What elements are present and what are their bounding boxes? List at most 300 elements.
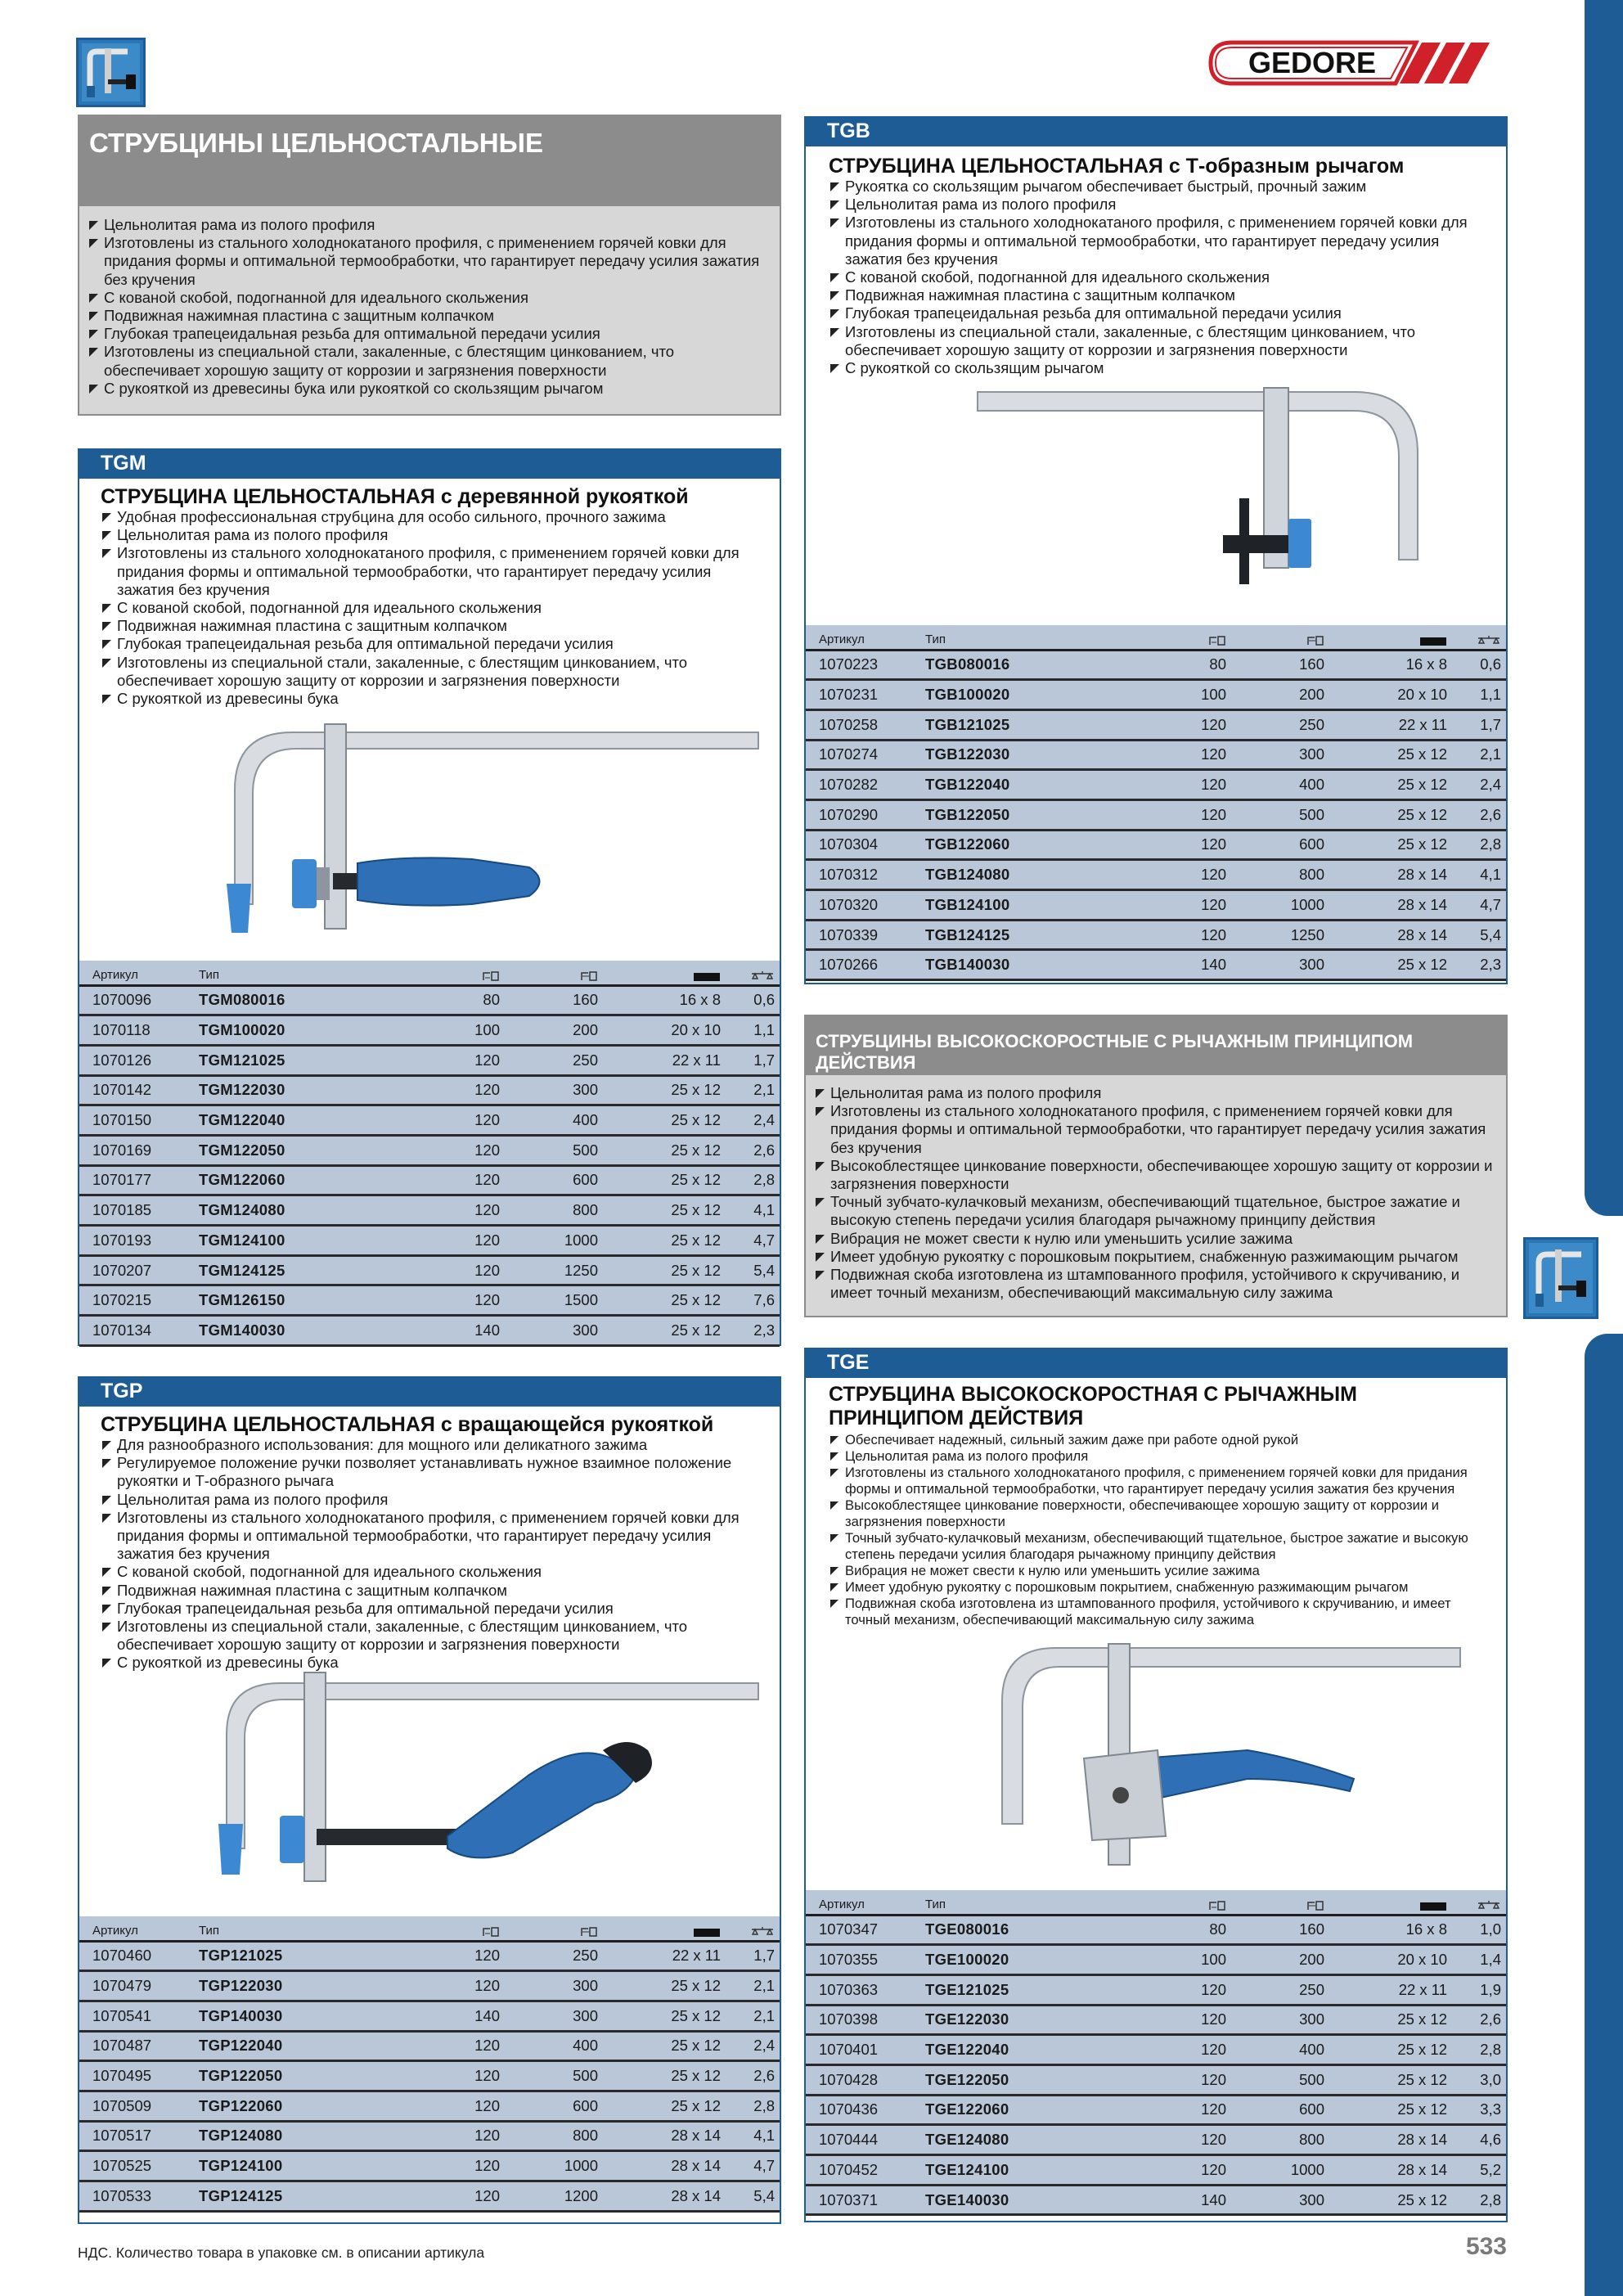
span-cell: 400 xyxy=(505,1105,603,1136)
table-row xyxy=(79,2031,780,2061)
throat-depth-cell: 80 xyxy=(382,985,505,1015)
weight-cell: 2,8 xyxy=(1452,2035,1506,2065)
span-cell: 800 xyxy=(1231,860,1329,890)
bar-section-cell: 28 x 14 xyxy=(603,2121,726,2151)
table-row xyxy=(806,950,1506,980)
throat-depth-icon xyxy=(1208,1900,1226,1911)
throat-depth-cell: 120 xyxy=(1108,2155,1231,2186)
tgb-section xyxy=(804,146,1508,984)
bullet-item: Цельнолитая рама из полого профиля xyxy=(829,1448,1499,1465)
throat-depth-cell: 140 xyxy=(1108,2185,1231,2215)
tgm-spec-table xyxy=(79,961,780,1347)
throat-depth-cell: 120 xyxy=(382,1255,505,1285)
throat-depth-cell: 120 xyxy=(382,1045,505,1075)
bar-section-cell: 25 x 12 xyxy=(1329,2064,1452,2095)
bar-section-cell: 20 x 10 xyxy=(1329,680,1452,710)
weight-cell: 4,7 xyxy=(726,1226,780,1256)
table-row xyxy=(79,1135,780,1165)
bar-section-cell: 25 x 12 xyxy=(603,1105,726,1136)
article-cell: 1070134 xyxy=(79,1316,194,1346)
article-cell: 1070290 xyxy=(806,799,920,830)
type-cell: TGM124125 xyxy=(194,1255,382,1285)
table-row xyxy=(806,2125,1506,2155)
bar-section-cell: 16 x 8 xyxy=(1329,1915,1452,1945)
article-cell: 1070363 xyxy=(806,1974,920,2005)
type-cell: TGM122050 xyxy=(194,1135,382,1165)
bullet-item: С рукояткой из древесины бука или рукояткой со скользящим рычагом xyxy=(88,380,768,398)
weight-cell: 2,8 xyxy=(1452,2185,1506,2215)
bar-section-cell: 28 x 14 xyxy=(1329,920,1452,950)
article-cell: 1070495 xyxy=(79,2061,194,2091)
bullet-item: Высокоблестящее цинкование поверхности, обеспечивающее хорошую защиту от коррозии и загрязнения поверхности xyxy=(814,1157,1495,1193)
article-cell: 1070436 xyxy=(806,2095,920,2125)
bullet-item: Цельнолитая рама из полого профиля xyxy=(829,196,1499,214)
throat-depth-cell: 120 xyxy=(382,1195,505,1226)
article-cell: 1070460 xyxy=(79,1941,194,1971)
table-row xyxy=(79,1971,780,2001)
span-cell: 200 xyxy=(1231,1945,1329,1975)
article-cell: 1070371 xyxy=(806,2185,920,2215)
tge-spec-table xyxy=(806,1890,1506,2216)
throat-depth-cell: 120 xyxy=(1108,2035,1231,2065)
gedore-logo xyxy=(1207,38,1502,88)
throat-depth-cell: 120 xyxy=(1108,2095,1231,2125)
bar-section-icon xyxy=(1419,637,1447,646)
weight-cell: 2,4 xyxy=(1452,770,1506,800)
table-row xyxy=(806,830,1506,860)
type-cell: TGB124125 xyxy=(920,920,1108,950)
type-cell: TGE122060 xyxy=(920,2095,1108,2125)
page-number: 533 xyxy=(1465,2233,1507,2260)
bar-section-cell: 25 x 12 xyxy=(603,2001,726,2031)
bullet-item: Изготовлены из специальной стали, закаленные, с блестящим цинкованием, что обеспечивает хорошую защиту от коррозии и загрязнения поверхности xyxy=(101,1618,771,1654)
throat-depth-cell: 120 xyxy=(382,1941,505,1971)
type-cell: TGE122030 xyxy=(920,2005,1108,2035)
article-cell: 1070517 xyxy=(79,2121,194,2151)
weight-cell: 2,1 xyxy=(726,1075,780,1105)
throat-depth-cell: 120 xyxy=(382,1075,505,1105)
tgb-product-image xyxy=(969,380,1460,584)
article-cell: 1070428 xyxy=(806,2064,920,2095)
col-header-article: Артикул xyxy=(92,1923,138,1938)
type-cell: TGM121025 xyxy=(194,1045,382,1075)
weight-cell: 1,4 xyxy=(1452,1945,1506,1975)
article-cell: 1070355 xyxy=(806,1945,920,1975)
weight-cell: 4,1 xyxy=(726,1195,780,1226)
article-cell: 1070150 xyxy=(79,1105,194,1136)
bullet-item: Подвижная нажимная пластина с защитным колпачком xyxy=(101,1582,771,1600)
type-cell: TGB122030 xyxy=(920,740,1108,770)
type-cell: TGP121025 xyxy=(194,1941,382,1971)
table-row xyxy=(79,1316,780,1346)
type-cell: TGM140030 xyxy=(194,1316,382,1346)
article-cell: 1070452 xyxy=(806,2155,920,2186)
weight-cell: 2,1 xyxy=(1452,740,1506,770)
bullet-item: Изготовлены из стального холоднокатаного профиля, с применением горячей ковки для придания формы и оптимальной термообработки, что гарантирует передачу усилия зажатия без кручения xyxy=(814,1102,1495,1157)
throat-depth-cell: 120 xyxy=(382,1971,505,2001)
table-row xyxy=(806,2064,1506,2095)
bullet-item: Изготовлены из стального холоднокатаного профиля, с применением горячей ковки для придания формы и оптимальной термообработки, что гарантирует передачу усилия зажатия без кручения xyxy=(101,1509,771,1564)
weight-cell: 1,7 xyxy=(726,1941,780,1971)
weight-cell: 4,1 xyxy=(1452,860,1506,890)
type-cell: TGB080016 xyxy=(920,650,1108,680)
weight-icon xyxy=(1477,1900,1501,1911)
weight-cell: 2,8 xyxy=(726,2091,780,2121)
article-cell: 1070118 xyxy=(79,1015,194,1046)
bar-section-cell: 25 x 12 xyxy=(1329,2095,1452,2125)
bar-section-cell: 22 x 11 xyxy=(1329,1974,1452,2005)
bar-section-cell: 28 x 14 xyxy=(1329,2125,1452,2155)
bullet-item: Подвижная нажимная пластина с защитным колпачком xyxy=(829,286,1499,304)
span-cell: 300 xyxy=(1231,2185,1329,2215)
article-cell: 1070312 xyxy=(806,860,920,890)
type-cell: TGB121025 xyxy=(920,709,1108,740)
table-row xyxy=(806,2035,1506,2065)
table-row xyxy=(806,680,1506,710)
throat-depth-cell: 80 xyxy=(1108,650,1231,680)
tgp-code-bar xyxy=(78,1376,781,1407)
svg-text:GEDORE: GEDORE xyxy=(1248,46,1377,79)
article-cell: 1070509 xyxy=(79,2091,194,2121)
throat-depth-cell: 120 xyxy=(1108,709,1231,740)
span-cell: 1000 xyxy=(505,1226,603,1256)
span-cell: 200 xyxy=(1231,680,1329,710)
span-cell: 600 xyxy=(1231,2095,1329,2125)
throat-depth-cell: 120 xyxy=(382,2091,505,2121)
bar-section-cell: 25 x 12 xyxy=(1329,950,1452,980)
bar-section-cell: 25 x 12 xyxy=(603,1195,726,1226)
span-cell: 300 xyxy=(505,1316,603,1346)
bullet-item: Подвижная нажимная пластина с защитным колпачком xyxy=(101,617,771,635)
bullet-item: Обеспечивает надежный, сильный зажим даже при работе одной рукой xyxy=(829,1432,1499,1448)
span-cell: 800 xyxy=(505,1195,603,1226)
type-cell: TGE122040 xyxy=(920,2035,1108,2065)
bar-section-cell: 25 x 12 xyxy=(1329,770,1452,800)
weight-cell: 5,4 xyxy=(1452,920,1506,950)
type-cell: TGE122050 xyxy=(920,2064,1108,2095)
bar-section-cell: 25 x 12 xyxy=(603,1135,726,1165)
weight-cell: 0,6 xyxy=(1452,650,1506,680)
bullet-item: Точный зубчато-кулачковый механизм, обеспечивающий тщательное, быстрое зажатие и высокую степень передачи усилия благодаря рычажному принципу действия xyxy=(829,1530,1499,1563)
span-cell: 300 xyxy=(505,1075,603,1105)
tgb-bullet-list xyxy=(829,178,1499,377)
bullet-item: Глубокая трапецеидальная резьба для оптимальной передачи усилия xyxy=(88,325,768,343)
weight-cell: 7,6 xyxy=(726,1285,780,1316)
type-cell: TGM124080 xyxy=(194,1195,382,1226)
span-cell: 160 xyxy=(1231,650,1329,680)
throat-depth-cell: 120 xyxy=(382,1135,505,1165)
col-header-article: Артикул xyxy=(819,632,865,646)
bullet-item: Имеет удобную рукоятку с порошковым покрытием, снабженную разжимающим рычагом xyxy=(814,1248,1495,1266)
bullet-item: Высокоблестящее цинкование поверхности, обеспечивающее хорошую защиту от коррозии и загрязнения поверхности xyxy=(829,1497,1499,1530)
article-cell: 1070339 xyxy=(806,920,920,950)
bullet-item: Глубокая трапецеидальная резьба для оптимальной передачи усилия xyxy=(101,635,771,653)
tgm-title: СТРУБЦИНА ЦЕЛЬНОСТАЛЬНАЯ с деревянной рукояткой xyxy=(101,485,689,508)
bullet-item: Изготовлены из стального холоднокатаного профиля, с применением горячей ковки для придания формы и оптимальной термообработки, что гарантирует передачу усилия зажатия без кручения xyxy=(829,1465,1499,1497)
type-cell: TGP124100 xyxy=(194,2151,382,2181)
span-cell: 1200 xyxy=(505,2181,603,2212)
type-cell: TGB100020 xyxy=(920,680,1108,710)
weight-cell: 2,3 xyxy=(726,1316,780,1346)
table-row xyxy=(79,1195,780,1226)
bar-section-cell: 28 x 14 xyxy=(1329,2155,1452,2186)
throat-depth-cell: 120 xyxy=(382,2031,505,2061)
type-cell: TGE124100 xyxy=(920,2155,1108,2186)
type-cell: TGE100020 xyxy=(920,1945,1108,1975)
table-row xyxy=(79,1285,780,1316)
throat-depth-cell: 140 xyxy=(382,2001,505,2031)
type-cell: TGE121025 xyxy=(920,1974,1108,2005)
weight-icon xyxy=(750,1926,775,1938)
bar-section-cell: 22 x 11 xyxy=(1329,709,1452,740)
col-header-type: Тип xyxy=(199,967,220,982)
tgp-code: TGP xyxy=(101,1380,143,1402)
weight-cell: 2,6 xyxy=(726,1135,780,1165)
bar-section-cell: 28 x 14 xyxy=(603,2181,726,2212)
bar-section-cell: 25 x 12 xyxy=(603,2061,726,2091)
bullet-item: С рукояткой из древесины бука xyxy=(101,1654,771,1672)
span-cell: 160 xyxy=(1231,1915,1329,1945)
tgb-spec-table xyxy=(806,625,1506,981)
weight-cell: 1,1 xyxy=(726,1015,780,1046)
throat-depth-cell: 120 xyxy=(1108,770,1231,800)
table-row xyxy=(806,920,1506,950)
throat-depth-cell: 120 xyxy=(1108,1974,1231,2005)
throat-depth-icon xyxy=(482,1926,500,1938)
bar-section-cell: 28 x 14 xyxy=(1329,890,1452,921)
span-cell: 300 xyxy=(505,2001,603,2031)
tge-bullet-list xyxy=(829,1432,1499,1628)
type-cell: TGE140030 xyxy=(920,2185,1108,2215)
bullet-item: С рукояткой из древесины бука xyxy=(101,690,771,708)
article-cell: 1070126 xyxy=(79,1045,194,1075)
table-row xyxy=(79,1015,780,1046)
throat-depth-cell: 120 xyxy=(1108,860,1231,890)
side-tab-upper xyxy=(1585,0,1623,1216)
throat-depth-icon xyxy=(1208,635,1226,646)
throat-depth-cell: 120 xyxy=(1108,830,1231,860)
weight-cell: 1,1 xyxy=(1452,680,1506,710)
type-cell: TGM122030 xyxy=(194,1075,382,1105)
bar-section-cell: 25 x 12 xyxy=(603,1316,726,1346)
span-cell: 250 xyxy=(505,1941,603,1971)
bullet-item: Изготовлены из стального холоднокатаного профиля, с применением горячей ковки для придания формы и оптимальной термообработки, что гарантирует передачу усилия зажатия без кручения xyxy=(88,234,768,289)
table-row xyxy=(806,709,1506,740)
bullet-item: Изготовлены из специальной стали, закаленные, с блестящим цинкованием, что обеспечивает хорошую защиту от коррозии и загрязнения поверхности xyxy=(88,343,768,379)
type-cell: TGE080016 xyxy=(920,1915,1108,1945)
bullet-item: Цельнолитая рама из полого профиля xyxy=(101,526,771,544)
span-cell: 500 xyxy=(505,2061,603,2091)
bar-section-cell: 28 x 14 xyxy=(1329,860,1452,890)
bullet-item: Вибрация не может свести к нулю или уменьшить усилие зажима xyxy=(829,1563,1499,1579)
span-cell: 1000 xyxy=(1231,2155,1329,2186)
table-row xyxy=(79,1941,780,1971)
article-cell: 1070096 xyxy=(79,985,194,1015)
bar-section-cell: 25 x 12 xyxy=(603,1255,726,1285)
throat-depth-cell: 140 xyxy=(382,1316,505,1346)
article-cell: 1070347 xyxy=(806,1915,920,1945)
bullet-item: С рукояткой со скользящим рычагом xyxy=(829,359,1499,377)
intro-title: СТРУБЦИНЫ ЦЕЛЬНОСТАЛЬНЫЕ xyxy=(89,128,543,158)
bullet-item: Точный зубчато-кулачковый механизм, обеспечивающий тщательное, быстрое зажатие и высокую степень передачи усилия благодаря рычажному принципу действия xyxy=(814,1193,1495,1229)
throat-depth-cell: 120 xyxy=(1108,890,1231,921)
span-cell: 160 xyxy=(505,985,603,1015)
throat-depth-cell: 120 xyxy=(1108,920,1231,950)
throat-depth-cell: 120 xyxy=(382,1165,505,1195)
span-cell: 1250 xyxy=(505,1255,603,1285)
type-cell: TGB122060 xyxy=(920,830,1108,860)
article-cell: 1070258 xyxy=(806,709,920,740)
weight-cell: 4,6 xyxy=(1452,2125,1506,2155)
type-cell: TGP122060 xyxy=(194,2091,382,2121)
table-row xyxy=(79,1105,780,1136)
type-cell: TGP124125 xyxy=(194,2181,382,2212)
bullet-item: Удобная профессиональная струбцина для особо сильного, прочного зажима xyxy=(101,508,771,526)
table-row xyxy=(806,1945,1506,1975)
tge-title: СТРУБЦИНА ВЫСОКОСКОРОСТНАЯ С РЫЧАЖНЫМ ПРИНЦИПОМ ДЕЙСТВИЯ xyxy=(829,1383,1357,1429)
bullet-item: Цельнолитая рама из полого профиля xyxy=(88,216,768,234)
bullet-item: Подвижная скоба изготовлена из штампованного профиля, устойчивого к скручиванию, и имеет точный механизм, обеспечивающий максимальную силу зажима xyxy=(829,1596,1499,1628)
type-cell: TGP140030 xyxy=(194,2001,382,2031)
bullet-item: Изготовлены из стального холоднокатаного профиля, с применением горячей ковки для придания формы и оптимальной термообработки, что гарантирует передачу усилия зажатия без кручения xyxy=(101,544,771,599)
weight-cell: 1,7 xyxy=(726,1045,780,1075)
span-icon xyxy=(1306,1900,1324,1911)
weight-cell: 1,7 xyxy=(1452,709,1506,740)
span-cell: 400 xyxy=(505,2031,603,2061)
span-cell: 300 xyxy=(1231,740,1329,770)
tge-code: TGE xyxy=(827,1351,870,1374)
col-header-article: Артикул xyxy=(92,967,138,982)
article-cell: 1070169 xyxy=(79,1135,194,1165)
tgm-product-image xyxy=(202,700,767,945)
article-cell: 1070479 xyxy=(79,1971,194,2001)
article-cell: 1070185 xyxy=(79,1195,194,1226)
span-cell: 500 xyxy=(1231,799,1329,830)
table-row xyxy=(79,2151,780,2181)
table-row xyxy=(806,650,1506,680)
article-cell: 1070487 xyxy=(79,2031,194,2061)
span-cell: 400 xyxy=(1231,770,1329,800)
tgp-title: СТРУБЦИНА ЦЕЛЬНОСТАЛЬНАЯ с вращающейся рукояткой xyxy=(101,1413,714,1436)
article-cell: 1070231 xyxy=(806,680,920,710)
bar-section-cell: 22 x 11 xyxy=(603,1045,726,1075)
table-row xyxy=(806,2155,1506,2186)
tgm-bullet-list xyxy=(101,508,771,708)
article-cell: 1070274 xyxy=(806,740,920,770)
bullet-item: С кованой скобой, подогнанной для идеального скольжения xyxy=(101,599,771,617)
weight-cell: 0,6 xyxy=(726,985,780,1015)
table-row xyxy=(79,2181,780,2212)
bar-section-icon xyxy=(693,1928,721,1938)
bullet-item: Подвижная нажимная пластина с защитным колпачком xyxy=(88,307,768,325)
weight-cell: 2,6 xyxy=(726,2061,780,2091)
table-row xyxy=(806,890,1506,921)
weight-cell: 2,1 xyxy=(726,1971,780,2001)
bar-section-cell: 25 x 12 xyxy=(603,2091,726,2121)
span-cell: 1000 xyxy=(505,2151,603,2181)
span-cell: 600 xyxy=(505,1165,603,1195)
side-tab-icon xyxy=(1523,1237,1598,1319)
table-row xyxy=(79,1255,780,1285)
span-icon xyxy=(1306,635,1324,646)
table-row xyxy=(806,799,1506,830)
bar-section-cell: 25 x 12 xyxy=(1329,2005,1452,2035)
table-row xyxy=(806,860,1506,890)
article-cell: 1070533 xyxy=(79,2181,194,2212)
tgb-code-bar xyxy=(804,116,1508,146)
bar-section-cell: 25 x 12 xyxy=(603,1165,726,1195)
span-cell: 600 xyxy=(505,2091,603,2121)
span-cell: 1000 xyxy=(1231,890,1329,921)
tgp-bullet-list xyxy=(101,1436,771,1672)
article-cell: 1070142 xyxy=(79,1075,194,1105)
weight-cell: 1,0 xyxy=(1452,1915,1506,1945)
bar-section-cell: 16 x 8 xyxy=(603,985,726,1015)
article-cell: 1070401 xyxy=(806,2035,920,2065)
type-cell: TGM124100 xyxy=(194,1226,382,1256)
bar-section-cell: 25 x 12 xyxy=(603,1971,726,2001)
type-cell: TGP122040 xyxy=(194,2031,382,2061)
tgm-code: TGM xyxy=(101,452,146,475)
table-row xyxy=(79,2091,780,2121)
weight-cell: 5,4 xyxy=(726,1255,780,1285)
intro-bullet-list xyxy=(88,216,768,398)
bullet-item: Подвижная скоба изготовлена из штампованного профиля, устойчивого к скручиванию, и имеет точный механизм, обеспечивающий максимальную силу зажима xyxy=(814,1266,1495,1302)
article-cell: 1070525 xyxy=(79,2151,194,2181)
type-cell: TGM080016 xyxy=(194,985,382,1015)
bar-section-cell: 25 x 12 xyxy=(603,1075,726,1105)
bullet-item: Рукоятка со скользящим рычагом обеспечивает быстрый, прочный зажим xyxy=(829,178,1499,196)
table-row xyxy=(79,1226,780,1256)
intro-box xyxy=(78,206,781,416)
table-row xyxy=(79,1075,780,1105)
bullet-item: С кованой скобой, подогнанной для идеального скольжения xyxy=(829,268,1499,286)
weight-cell: 2,8 xyxy=(1452,830,1506,860)
hs-title: СТРУБЦИНЫ ВЫСОКОСКОРОСТНЫЕ С РЫЧАЖНЫМ ПРИНЦИПОМ ДЕЙСТВИЯ xyxy=(816,1031,1414,1073)
clamp-category-icon xyxy=(76,38,146,107)
table-row xyxy=(806,2095,1506,2125)
span-cell: 800 xyxy=(1231,2125,1329,2155)
col-header-article: Артикул xyxy=(819,1897,865,1911)
throat-depth-cell: 120 xyxy=(1108,2125,1231,2155)
table-row xyxy=(79,2001,780,2031)
article-cell: 1070193 xyxy=(79,1226,194,1256)
throat-depth-cell: 120 xyxy=(382,1105,505,1136)
article-cell: 1070282 xyxy=(806,770,920,800)
span-cell: 400 xyxy=(1231,2035,1329,2065)
weight-cell: 2,4 xyxy=(726,2031,780,2061)
bar-section-icon xyxy=(693,972,721,982)
span-cell: 800 xyxy=(505,2121,603,2151)
throat-depth-cell: 120 xyxy=(1108,740,1231,770)
span-cell: 500 xyxy=(1231,2064,1329,2095)
span-cell: 250 xyxy=(505,1045,603,1075)
article-cell: 1070320 xyxy=(806,890,920,921)
weight-cell: 5,2 xyxy=(1452,2155,1506,2186)
type-cell: TGM122060 xyxy=(194,1165,382,1195)
tgm-section xyxy=(78,479,781,1346)
article-cell: 1070207 xyxy=(79,1255,194,1285)
span-cell: 300 xyxy=(505,1971,603,2001)
table-row xyxy=(806,2185,1506,2215)
throat-depth-icon xyxy=(482,970,500,982)
bar-section-cell: 20 x 10 xyxy=(1329,1945,1452,1975)
article-cell: 1070215 xyxy=(79,1285,194,1316)
hs-bullet-list xyxy=(814,1084,1495,1302)
bar-section-cell: 22 x 11 xyxy=(603,1941,726,1971)
type-cell: TGB122050 xyxy=(920,799,1108,830)
tgp-spec-table xyxy=(79,1916,780,2213)
